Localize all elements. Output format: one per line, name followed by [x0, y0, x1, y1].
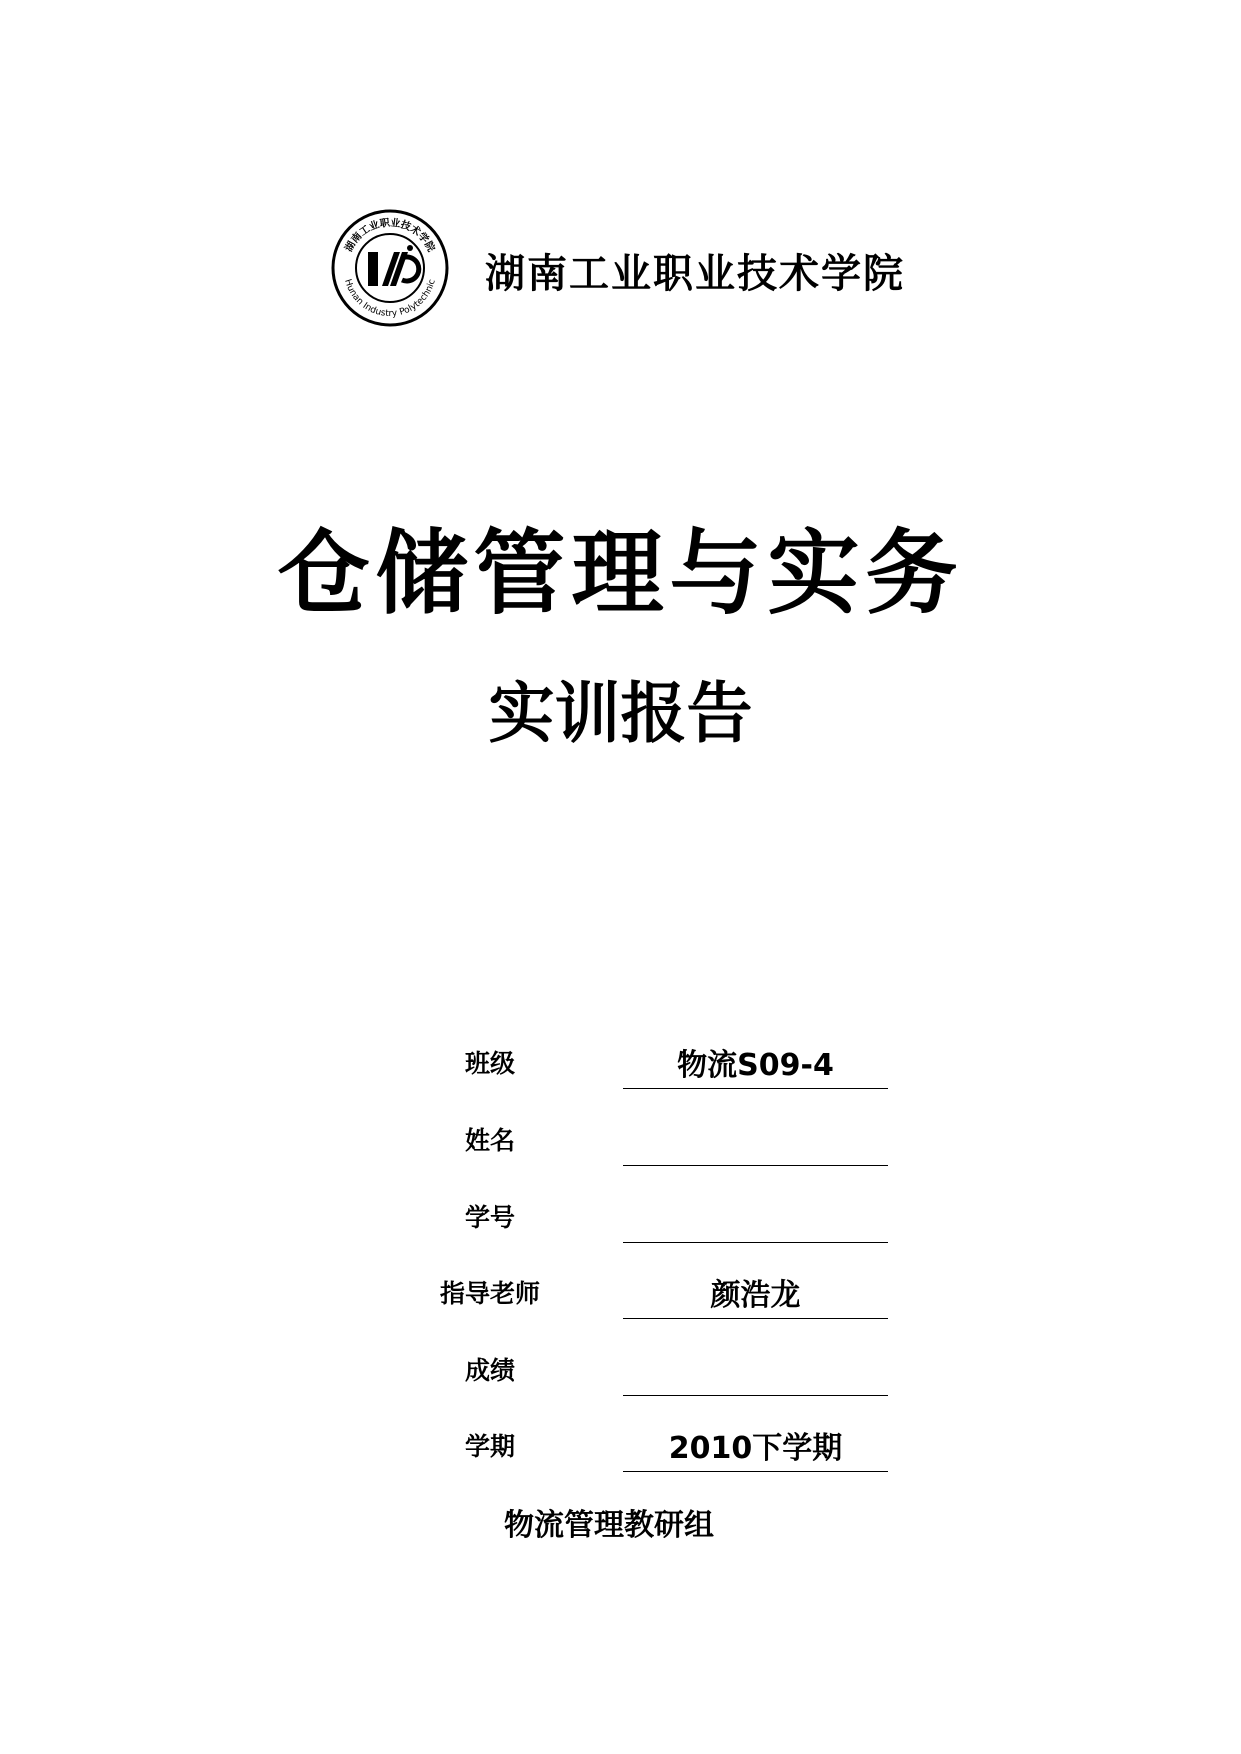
- field-row-instructor: [400, 1260, 900, 1320]
- field-label: 学期: [464, 1432, 515, 1461]
- field-row-student-id: [400, 1184, 900, 1244]
- field-underline: [623, 1471, 888, 1472]
- report-subtitle: 实训报告: [488, 675, 753, 752]
- field-label: 指导老师: [439, 1279, 540, 1308]
- field-row-class: [400, 1030, 900, 1090]
- field-underline: [623, 1318, 888, 1319]
- school-header: [330, 208, 930, 328]
- field-label: 班级: [464, 1049, 515, 1078]
- field-label: 学号: [464, 1203, 515, 1232]
- field-underline: [623, 1395, 888, 1396]
- field-row-semester: [400, 1413, 900, 1473]
- field-underline: [623, 1165, 888, 1166]
- school-logo: [330, 208, 450, 328]
- field-label: 成绩: [464, 1356, 515, 1385]
- field-row-name: [400, 1107, 900, 1167]
- field-label: 姓名: [464, 1126, 515, 1155]
- logo-text-en: Hunan Industry Polytechnic: [342, 278, 438, 319]
- field-value: 物流S09-4: [677, 1048, 834, 1083]
- department-footer: 物流管理教研组: [504, 1508, 714, 1543]
- school-name: 湖南工业职业技术学院: [485, 250, 905, 297]
- field-underline: [623, 1242, 888, 1243]
- report-title: 仓储管理与实务: [277, 519, 964, 627]
- field-underline: [623, 1088, 888, 1089]
- logo-text-cn: 湖南工业职业技术学院: [343, 217, 437, 254]
- field-value: 2010下学期: [668, 1431, 843, 1466]
- field-row-grade: [400, 1337, 900, 1397]
- logo-emblem: [368, 245, 419, 286]
- field-value: 颜浩龙: [710, 1278, 801, 1313]
